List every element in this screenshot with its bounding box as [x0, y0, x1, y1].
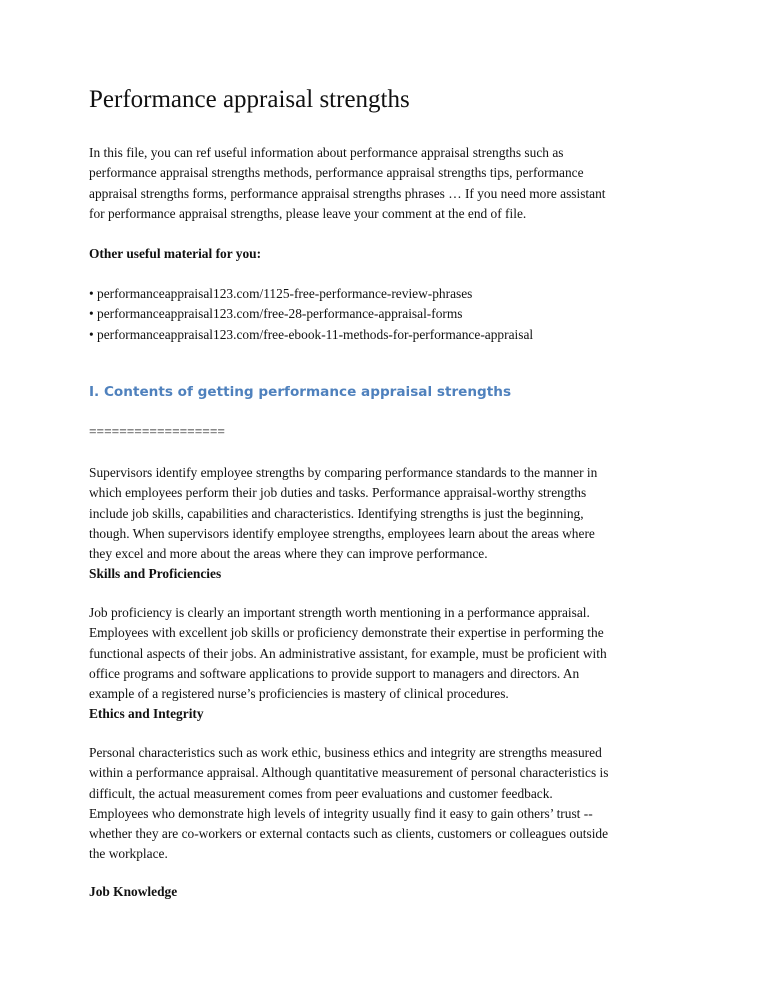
link-list [89, 284, 533, 345]
paragraph-line: whether they are co-workers or external contacts such as clients, customers or colleagues outside [89, 826, 609, 842]
page-title: Performance appraisal strengths [89, 86, 410, 113]
paragraph-line: which employees perform their job duties and tasks. Performance appraisal-worthy strengths [89, 485, 587, 501]
paragraph-line: Employees with excellent job skills or proficiency demonstrate their expertise in performing the [89, 625, 604, 641]
link-item[interactable]: • performanceappraisal123.com/1125-free-performance-review-phrases [89, 286, 473, 301]
paragraph-line: Employees who demonstrate high levels of integrity usually find it easy to gain others’ trust -- [89, 805, 593, 821]
subheading-skills: Skills and Proficiencies [89, 566, 222, 582]
intro-line: performance appraisal strengths methods, performance appraisal strengths tips, performance [89, 165, 584, 181]
paragraph-line: difficult, the actual measurement comes from peer evaluations and customer feedback. [89, 785, 553, 801]
paragraph-proficiency [89, 603, 607, 725]
intro-paragraph [89, 143, 606, 224]
paragraph-ethics [89, 743, 608, 865]
intro-line: for performance appraisal strengths, please leave your comment at the end of file. [89, 205, 527, 221]
paragraph-line: the workplace. [89, 846, 168, 862]
paragraph-line: Personal characteristics such as work ethic, business ethics and integrity are strengths measured [89, 745, 602, 760]
paragraph-line: Supervisors identify employee strengths by comparing performance standards to the manner in [89, 465, 598, 480]
subheading-job-knowledge: Job Knowledge [89, 884, 178, 899]
separator-line: ================== [89, 424, 225, 439]
paragraph-line: Job proficiency is clearly an important strength worth mentioning in a performance appraisal. [89, 605, 590, 620]
intro-line: appraisal strengths forms, performance appraisal strengths phrases … If you need more assistant [89, 185, 606, 201]
subheading-ethics: Ethics and Integrity [89, 706, 204, 722]
paragraph-line: include job skills, capabilities and characteristics. Identifying strengths is just the beginning, [89, 505, 584, 521]
link-item[interactable]: • performanceappraisal123.com/free-28-performance-appraisal-forms [89, 306, 463, 322]
paragraph-supervisors [89, 463, 597, 585]
paragraph-line: within a performance appraisal. Although quantitative measurement of personal characteristics is [89, 765, 609, 781]
paragraph-line: though. When supervisors identify employee strengths, employees learn about the areas where [89, 525, 595, 541]
link-item[interactable]: • performanceappraisal123.com/free-ebook-11-methods-for-performance-appraisal [89, 326, 534, 342]
section-heading: I. Contents of getting performance appraisal strengths [89, 384, 512, 400]
other-material-heading: Other useful material for you: [89, 246, 262, 261]
intro-line: In this file, you can ref useful information about performance appraisal strengths such as [89, 145, 564, 160]
paragraph-line: functional aspects of their jobs. An administrative assistant, for example, must be proficient with [89, 645, 607, 661]
paragraph-line: they excel and more about the areas where they can improve performance. [89, 546, 488, 562]
paragraph-line: office programs and software applications to provide support to managers and directors. An [89, 665, 580, 681]
paragraph-line: example of a registered nurse’s proficiencies is mastery of clinical procedures. [89, 686, 509, 702]
